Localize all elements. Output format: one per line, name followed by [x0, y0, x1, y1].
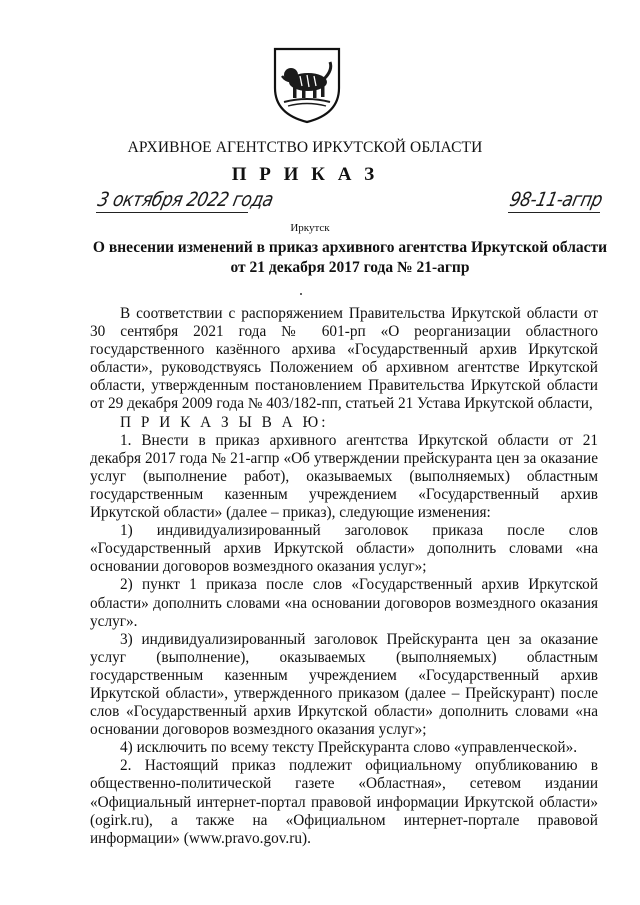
order-body: [90, 305, 598, 848]
coat-of-arms-emblem: [272, 46, 342, 124]
item-1-paragraph: 1. Внести в приказ архивного агентства Иркутской области от 21 декабря 2017 года № 21-агпр «Об утверждении прейскуранта цен за оказание услуг (выполнение работ), оказываемых (выполняемых) областным государственным казенным учреждением «Государственный архив Иркутской области» (далее – приказ), следующие изменения:: [90, 431, 598, 522]
city-label: Иркутск: [290, 222, 330, 234]
handwritten-date: 3 октября 2022 года: [95, 188, 276, 212]
order-heading: [80, 238, 620, 278]
order-word-paragraph: П Р И К А З Ы В А Ю:: [120, 413, 329, 431]
scan-speck: [300, 293, 302, 295]
order-heading-line-2: от 21 декабря 2017 года № 21-агпр: [230, 259, 470, 276]
item-1-3-paragraph: 3) индивидуализированный заголовок Прейскуранта цен за оказание услуг (выполнение), оказываемых (выполняемых) областным государственным казенным учреждением «Государственный архив Иркутской области», утвержденного приказом (далее – Прейскурант) после слов «Государственный архив Иркутской области» дополнить словами «на основании договоров возмездного оказания услуг»;: [90, 630, 598, 739]
date-underline: [96, 212, 248, 213]
agency-name: АРХИВНОЕ АГЕНТСТВО ИРКУТСКОЙ ОБЛАСТИ: [127, 139, 483, 156]
order-heading-line-1: О внесении изменений в приказ архивного агентства Иркутской области: [92, 239, 608, 256]
item-1-4-paragraph: 4) исключить по всему тексту Прейскуранта слово «управленческой».: [120, 739, 578, 757]
handwritten-order-number: 98-11-агпр: [507, 188, 605, 212]
item-1-1-paragraph: 1) индивидуализированный заголовок приказа после слов «Государственный архив Иркутской области» дополнить словами «на основании договоров возмездного оказания услуг»;: [90, 522, 598, 576]
document-type-title: П Р И К А З: [231, 164, 379, 185]
number-underline: [508, 212, 600, 213]
item-2-paragraph: 2. Настоящий приказ подлежит официальному опубликованию в общественно-политической газете «Областная», сетевом издании «Официальный интернет-портал правовой информации Иркутской области» (ogirk.ru), а также на «Официальном интернет-портале правовой информации» (www.pravo.gov.ru).: [90, 757, 598, 847]
item-1-2-paragraph: 2) пункт 1 приказа после слов «Государственный архив Иркутской области» дополнить словами «на основании договоров возмездного оказания услуг».: [90, 576, 598, 630]
preamble-paragraph: В соответствии с распоряжением Правительства Иркутской области от 30 сентября 2021 года № 601-рп «О реорганизации областного государственного казённого архива «Государственный архив Иркутской области», руководствуясь Положением об архивном агентстве Иркутской области, утвержденным постановлением Правительства Иркутской области от 29 декабря 2009 года № 403/182-пп, статьей 21 Устава Иркутской области,: [90, 305, 598, 413]
